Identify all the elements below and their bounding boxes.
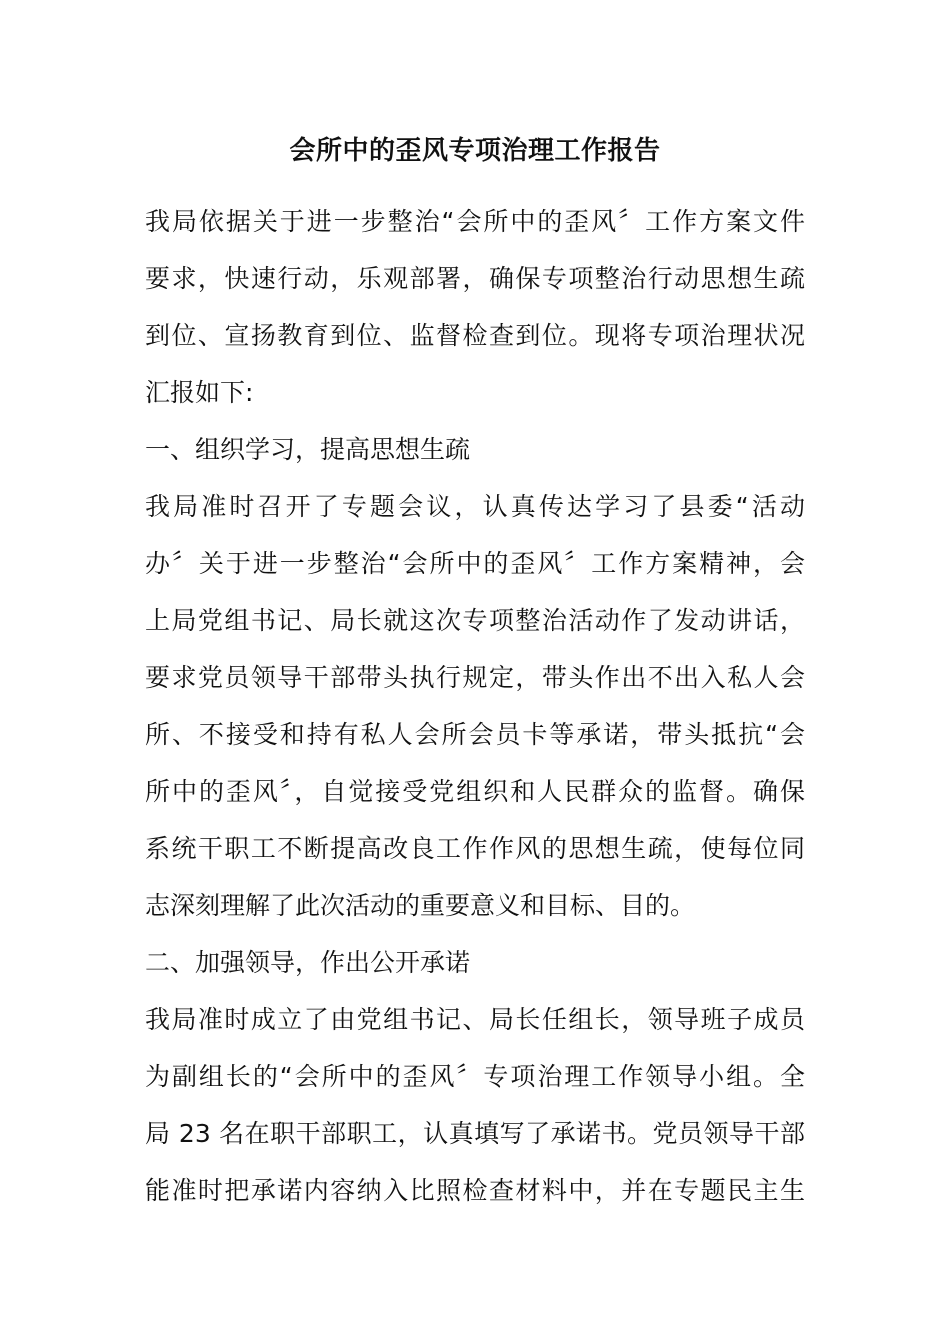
paragraph-line: 办〞关于进一步整治“会所中的歪风〞工作方案精神，会 — [145, 549, 805, 578]
paragraph-line: 我局准时召开了专题会议，认真传达学习了县委“活动 — [145, 492, 805, 521]
paragraph-line: 所、不接受和持有私人会所会员卡等承诺，带头抵抗“会 — [145, 720, 805, 749]
paragraph-line: 局 23 名在职干部职工，认真填写了承诺书。党员领导干部 — [145, 1119, 805, 1148]
paragraph-line: 要求，快速行动，乐观部署，确保专项整治行动思想生疏 — [145, 264, 805, 293]
paragraph-line: 我局依据关于进一步整治“会所中的歪风〞工作方案文件 — [145, 207, 805, 236]
document-title: 会所中的歪风专项治理工作报告 — [289, 136, 661, 166]
section-heading: 二、加强领导，作出公开承诺 — [145, 948, 471, 977]
paragraph-line: 上局党组书记、局长就这次专项整治活动作了发动讲话， — [145, 606, 805, 635]
paragraph-line: 要求党员领导干部带头执行规定，带头作出不出入私人会 — [145, 663, 805, 692]
paragraph-line: 所中的歪风〞，自觉接受党组织和人民群众的监督。确保 — [145, 777, 805, 806]
paragraph-line: 到位、宣扬教育到位、监督检查到位。现将专项治理状况 — [145, 321, 805, 350]
section-heading: 一、组织学习，提高思想生疏 — [145, 435, 471, 464]
paragraph-line: 为副组长的“会所中的歪风〞专项治理工作领导小组。全 — [145, 1062, 805, 1091]
paragraph-line: 我局准时成立了由党组书记、局长任组长，领导班子成员 — [145, 1005, 805, 1034]
paragraph-line: 系统干职工不断提高改良工作作风的思想生疏，使每位同 — [145, 834, 805, 863]
paragraph-line: 志深刻理解了此次活动的重要意义和目标、目的。 — [145, 891, 696, 920]
paragraph-line: 汇报如下: — [145, 378, 254, 407]
paragraph-line: 能准时把承诺内容纳入比照检查材料中，并在专题民主生 — [145, 1176, 805, 1205]
